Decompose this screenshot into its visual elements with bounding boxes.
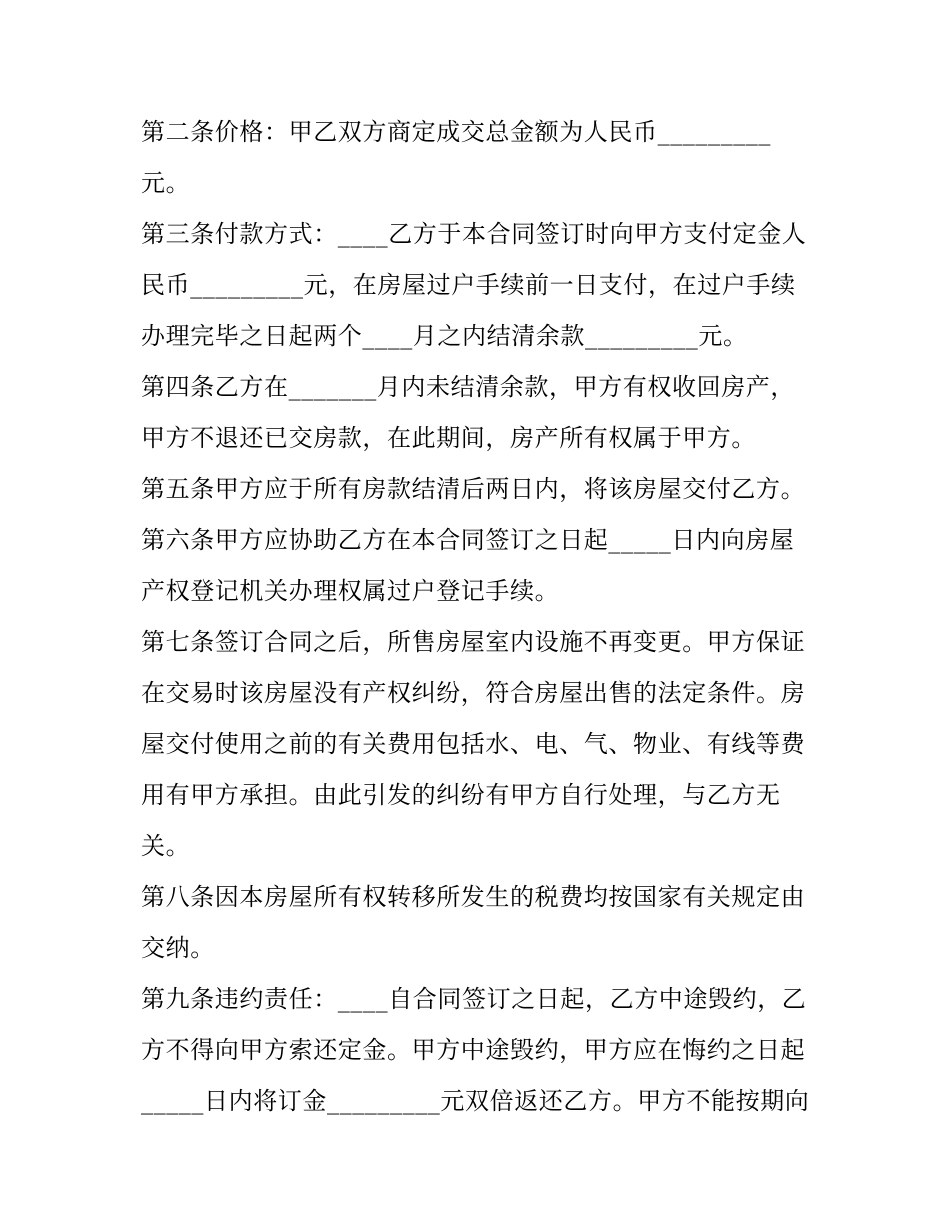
text-line-article-6-continued: 产权登记机关办理权属过户登记手续。	[141, 577, 560, 605]
text-line-article-6: 第六条甲方应协助乙方在本合同签订之日起_____日内向房屋	[141, 526, 795, 554]
contract-text-body	[141, 107, 821, 1127]
text-line-article-5: 第五条甲方应于所有房款结清后两日内，将该房屋交付乙方。	[141, 475, 806, 503]
text-line-article-7-continued-4: 关。	[141, 832, 191, 860]
text-line-article-3-payment: 第三条付款方式：____乙方于本合同签订时向甲方支付定金人	[141, 220, 807, 248]
text-line-article-8: 第八条因本房屋所有权转移所发生的税费均按国家有关规定由	[141, 883, 806, 911]
text-line-article-7-continued-2: 屋交付使用之前的有关费用包括水、电、气、物业、有线等费	[141, 730, 806, 758]
text-line-article-9-continued-1: 方不得向甲方索还定金。甲方中途毁约，甲方应在悔约之日起	[141, 1036, 806, 1064]
text-line-article-7-continued-1: 在交易时该房屋没有产权纠纷，符合房屋出售的法定条件。房	[141, 679, 806, 707]
text-line-article-9-continued-2: _____日内将订金_________元双倍返还乙方。甲方不能按期向	[141, 1087, 810, 1115]
text-line-article-3-continued-2: 办理完毕之日起两个____月之内结清余款_________元。	[141, 322, 748, 350]
text-line-article-2-price: 第二条价格：甲乙双方商定成交总金额为人民币_________	[141, 118, 771, 146]
text-line-article-2-continued: 元。	[141, 169, 191, 197]
text-line-article-3-continued-1: 民币_________元，在房屋过户手续前一日支付，在过户手续	[141, 271, 796, 299]
text-line-article-4-continued: 甲方不退还已交房款，在此期间，房产所有权属于甲方。	[141, 424, 756, 452]
text-line-article-8-continued: 交纳。	[141, 934, 215, 962]
text-line-article-4: 第四条乙方在_______月内未结清余款，甲方有权收回房产，	[141, 373, 795, 401]
text-line-article-7: 第七条签订合同之后，所售房屋室内设施不再变更。甲方保证	[141, 628, 806, 656]
text-line-article-9: 第九条违约责任：____自合同签订之日起，乙方中途毁约，乙	[141, 985, 807, 1013]
text-line-article-7-continued-3: 用有甲方承担。由此引发的纠纷有甲方自行处理，与乙方无	[141, 781, 781, 809]
